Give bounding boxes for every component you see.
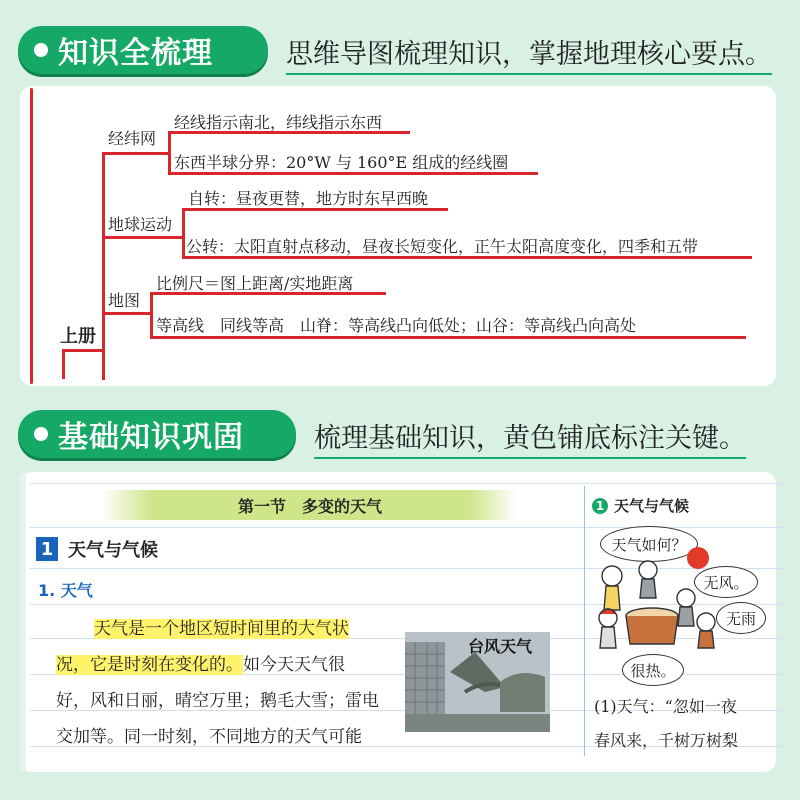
branch2-connector <box>102 236 184 239</box>
paragraph-line-2 <box>56 650 345 675</box>
root-stem <box>62 349 65 379</box>
photo-label: 台风天气 <box>468 637 533 656</box>
section2-title: 基础知识巩固 <box>58 420 244 455</box>
branch3-connector <box>102 312 152 315</box>
sidebar-text-line-1: (1)天气：“忽如一夜 <box>594 697 737 716</box>
branch2-fork <box>182 210 185 258</box>
sidebar-heading <box>592 495 689 516</box>
speech-bubble: 无雨 <box>716 602 766 634</box>
lesson-banner: 第一节 多变的天气 <box>102 490 518 520</box>
section1-subtitle: 思维导图梳理知识，掌握地理核心要点。 <box>286 32 772 71</box>
paragraph-line-1 <box>94 614 349 639</box>
highlight-text: 况，它是时刻在变化的。 <box>56 655 243 675</box>
branch-item: 东西半球分界：20°W 与 160°E 组成的经线圈 <box>174 153 509 172</box>
ruled-line <box>30 483 784 484</box>
section-heading <box>36 536 158 562</box>
section2-pill <box>18 410 296 458</box>
branch-label: 地图 <box>108 291 141 310</box>
section2-subtitle: 梳理基础知识，黄色铺底标注关键。 <box>314 416 746 455</box>
mindmap-root: 上册 <box>60 326 96 347</box>
main-trunk <box>102 154 105 380</box>
bullet-dot-icon <box>34 427 48 441</box>
branch3-fork <box>150 294 153 338</box>
number-badge: 1 <box>592 498 608 514</box>
bullet-dot-icon <box>34 43 48 57</box>
section1-pill <box>18 26 268 74</box>
sidebar-title: 天气与气候 <box>614 497 690 515</box>
highlight-text: 天气是一个地区短时间里的大气状 <box>94 619 349 639</box>
paragraph-text: 如今天天气很 <box>243 655 345 675</box>
branch3-item2-line <box>150 336 746 339</box>
column-divider <box>584 486 585 756</box>
speech-bubble: 很热。 <box>622 654 684 686</box>
branch-item: 经线指示南北，纬线指示东西 <box>174 113 383 132</box>
branch1-connector <box>102 152 170 155</box>
subsection-title: 1. 天气 <box>38 581 93 600</box>
section-name: 天气与气候 <box>68 540 158 561</box>
branch-label: 地球运动 <box>108 215 173 234</box>
branch-item: 等高线 同线等高 山脊：等高线凸向低处；山谷：等高线凸向高处 <box>156 316 637 335</box>
section1-title: 知识全梳理 <box>58 36 213 71</box>
branch-item: 自转：昼夜更替，地方时东早西晚 <box>188 189 429 208</box>
branch-label: 经纬网 <box>108 129 157 148</box>
speech-bubble: 无风。 <box>694 566 758 598</box>
sidebar-text-line-2: 春风来，千树万树梨 <box>594 731 739 750</box>
children-cartoon-icon <box>594 540 724 652</box>
mindmap-border-line <box>30 88 33 384</box>
branch-item: 公转：太阳直射点移动，昼夜长短变化，正午太阳高度变化，四季和五带 <box>186 237 699 256</box>
paragraph-line-3: 好，风和日丽，晴空万里；鹅毛大雪；雷电 <box>56 691 379 711</box>
paragraph-line-4: 交加等。同一时刻，不同地方的天气可能 <box>56 727 362 747</box>
branch-item: 比例尺＝图上距离/实地距离 <box>156 274 354 293</box>
card-binding <box>20 472 26 772</box>
section-number-badge: 1 <box>36 537 58 561</box>
speech-bubble: 天气如何？ <box>600 526 698 562</box>
root-connector <box>62 349 104 352</box>
branch1-fork <box>168 134 171 174</box>
